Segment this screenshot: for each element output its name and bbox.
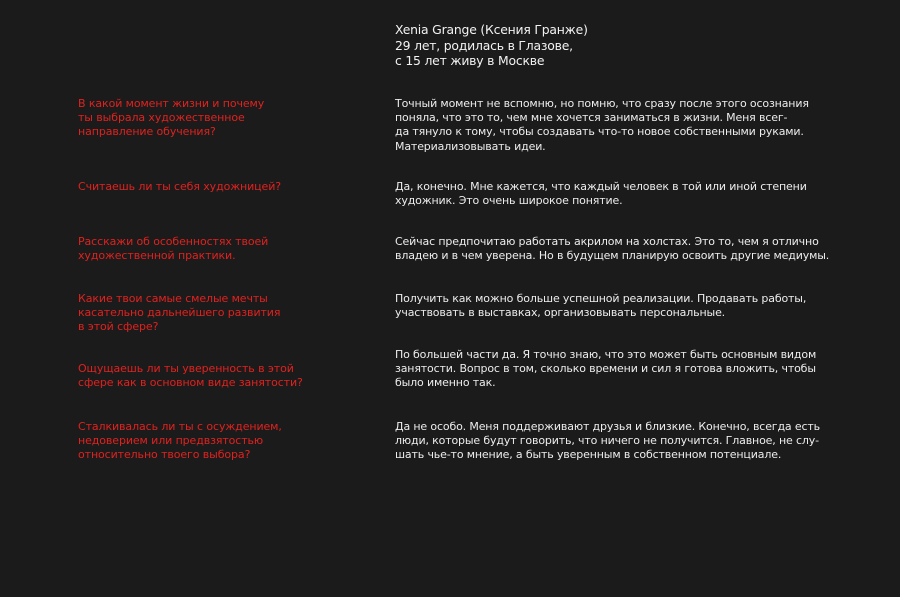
question-line: В какой момент жизни и почему (78, 97, 265, 110)
question-line: Расскажи об особенностях твоей (78, 235, 269, 248)
answer-3 (395, 235, 830, 263)
question-4 (78, 292, 338, 335)
answer-line: поняла, что это то, чем мне хочется заниматься в жизни. Меня всег- (395, 111, 788, 125)
answer-line: Получить как можно больше успешной реализации. Продавать работы, (395, 292, 807, 305)
answer-line: шать чье-то мнение, а быть уверенным в собственном потенциале. (395, 448, 782, 462)
question-line: Считаешь ли ты себя художницей? (78, 180, 282, 193)
interviewee-age-origin: 29 лет, родилась в Глазове, (395, 37, 573, 53)
question-line: касательно дальнейшего развития (78, 306, 281, 320)
interviewee-residence: с 15 лет живу в Москве (395, 53, 545, 69)
question-line: Сталкивалась ли ты с осуждением, (78, 420, 282, 433)
interviewee-header (395, 22, 835, 69)
question-5 (78, 362, 338, 390)
interviewee-name: Xenia Grange (Ксения Гранже) (395, 22, 588, 37)
answer-5 (395, 348, 825, 391)
answer-line: Да, конечно. Мне кажется, что каждый человек в той или иной степени (395, 180, 807, 193)
question-3 (78, 235, 338, 263)
question-line: Какие твои самые смелые мечты (78, 292, 268, 305)
question-2 (78, 180, 338, 194)
answer-line: занятости. Вопрос в том, сколько времени и сил я готова вложить, чтобы (395, 362, 816, 376)
answer-4 (395, 292, 825, 320)
answer-line: Сейчас предпочитаю работать акрилом на холстах. Это то, чем я отлично (395, 235, 819, 248)
question-line: относительно твоего выбора? (78, 448, 251, 462)
question-6 (78, 420, 338, 463)
answer-line: Точный момент не вспомню, но помню, что сразу после этого осознания (395, 97, 809, 110)
answer-line: участвовать в выставках, организовывать персональные. (395, 306, 726, 320)
answer-line: художник. Это очень широкое понятие. (395, 194, 623, 208)
answer-line: Да не особо. Меня поддерживают друзья и близкие. Конечно, всегда есть (395, 420, 820, 433)
answer-line: люди, которые будут говорить, что ничего не получится. Главное, не слу- (395, 434, 819, 448)
question-1 (78, 97, 338, 140)
question-line: Ощущаешь ли ты уверенность в этой (78, 362, 294, 375)
answer-6 (395, 420, 825, 463)
answer-line: По большей части да. Я точно знаю, что это может быть основным видом (395, 348, 817, 361)
answer-line: было именно так. (395, 376, 496, 390)
question-line: сфере как в основном виде занятости? (78, 376, 303, 390)
question-line: в этой сфере? (78, 320, 159, 334)
question-line: недоверием или предвзятостью (78, 434, 264, 448)
answer-line: владею и в чем уверена. Но в будущем планирую освоить другие медиумы. (395, 249, 830, 263)
question-line: художественной практики. (78, 249, 236, 263)
answer-line: да тянуло к тому, чтобы создавать что-то новое собственными руками. (395, 125, 804, 139)
question-line: направление обучения? (78, 125, 216, 139)
answer-line: Материализовывать идеи. (395, 139, 546, 153)
answer-1 (395, 97, 825, 154)
question-line: ты выбрала художественное (78, 111, 245, 125)
answer-2 (395, 180, 825, 208)
